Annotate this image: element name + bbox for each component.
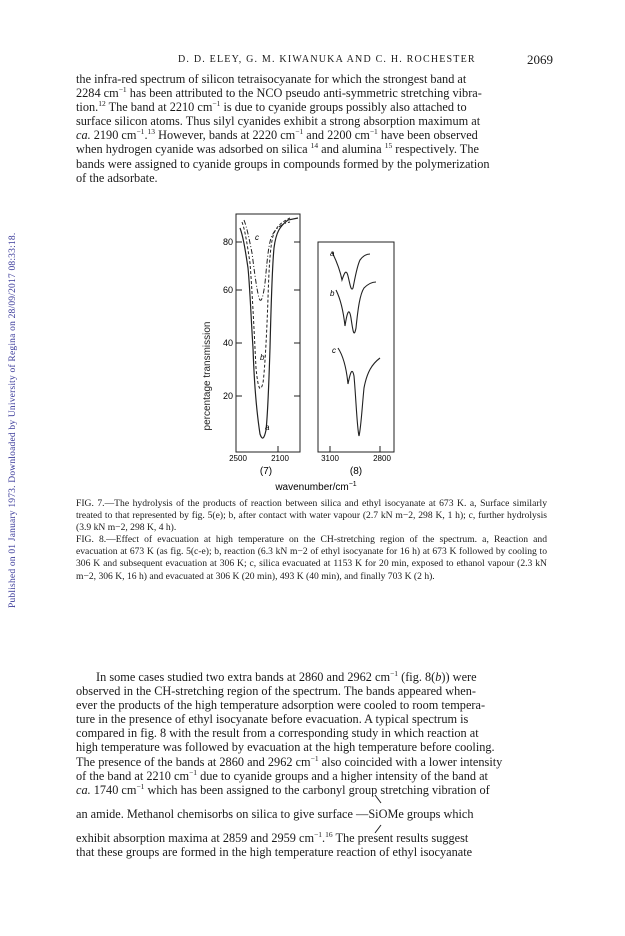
text-line: exhibit absorption maxima at 2859 and 2959 $cm^{-1}.^{16}$ The present results suggest xyxy=(76,829,469,845)
x-tick-label: 2100 xyxy=(271,454,289,463)
text-line: compared in fig. 8 with the result from a corresponding study in which reaction at xyxy=(76,726,479,741)
spectrum-curve-c-8 xyxy=(338,348,380,436)
text-line: an amide. Methanol chemisorbs on silica to give surface —SiOMe groups which xyxy=(76,807,547,821)
text-line: when hydrogen cyanide was adsorbed on silica $^{14}$ and alumina $^{15}$ respectively. The xyxy=(76,141,479,157)
left-panel-ticks xyxy=(236,242,300,452)
header-authors: D. D. ELEY, G. M. KIWANUKA AND C. H. ROCHESTER xyxy=(178,54,476,65)
panel-label-7: (7) xyxy=(259,466,273,477)
text-line: of the band at 2210 $cm^{-1}$ due to cyanide groups and a higher intensity of the band at xyxy=(76,767,488,783)
curve-label: a xyxy=(265,423,270,432)
x-tick-label: 2500 xyxy=(229,454,247,463)
text-line: 2284 $cm^{-1}$ has been attributed to the NCO pseudo anti-symmetric stretching vibra- xyxy=(76,85,482,101)
figure-captions xyxy=(76,498,547,583)
text-line: ca. 1740 $cm^{-1}$ which has been assigned to the carbonyl group stretching vibration of xyxy=(76,781,490,797)
caption-fig7: FIG. 7.—The hydrolysis of the products of reaction between silica and ethyl isocyanate at 673 K. a, Surface similarly treated to that represented by fig. 5(e); b, after contact with water vapour (2.7 kN m−2, 298 K, 1 h); c, further hydrolysis (3.9 kN m−2, 298 K, 4 h). xyxy=(76,498,547,534)
text-line: surface silicon atoms. Thus silyl cyanides exhibit a strong absorption maximum at xyxy=(76,114,481,129)
right-panel-ticks xyxy=(330,446,380,452)
y-tick-label: 20 xyxy=(222,391,233,401)
paragraph-results xyxy=(76,670,547,859)
curve-label: b xyxy=(330,289,335,298)
y-axis-label: percentage transmission xyxy=(202,321,213,431)
spectrum-curve-a-8 xyxy=(332,252,370,289)
text-line: tion.$^{12}$ The band at 2210 $cm^{-1}$ is due to cyanide groups possibly also attached to xyxy=(76,99,467,115)
spectrum-curve-a-7 xyxy=(240,218,298,438)
curve-label: b xyxy=(260,353,265,362)
text-line: observed in the CH-stretching region of the spectrum. The bands appeared when- xyxy=(76,684,476,699)
panel-label-8: (8) xyxy=(349,466,363,477)
text-line: ca. 2190 $cm^{-1}.^{13}$ However, bands at 2220 $cm^{-1}$ and 2200 $cm^{-1}$ have been observed xyxy=(76,127,478,143)
y-tick-label: 40 xyxy=(222,338,233,348)
page-number: 2069 xyxy=(527,52,553,67)
text-line: bands were assigned to cyanide groups in compounds formed by the polymerization xyxy=(76,156,490,171)
running-header xyxy=(0,52,625,68)
spectrum-curve-c-7 xyxy=(244,220,290,300)
text-line: of the adsorbate. xyxy=(76,170,158,185)
spectrum-curve-b-8 xyxy=(336,282,376,333)
caption-fig8: FIG. 8.—Effect of evacuation at high temperature on the CH-stretching region of the spectrum. a, Reaction and evacuation at 673 K (as fig. 5(c-e); b, reaction (6.3 kN m−2 of ethyl isocyanate for 16 h) at 673 K followed by cooling to 306 K and subsequent evacuation at 306 K; c, silica evacuated at 1153 K for 20 min, exposed to ethanol vapour (2.3 kN m−2, 306 K, 16 h) and evacuated at 306 K (20 min), 493 K (40 min), and finally 703 K (2 h). xyxy=(76,534,547,582)
text-line: the infra-red spectrum of silicon tetraisocyanate for which the strongest band at xyxy=(76,72,467,86)
spectra-plot xyxy=(190,208,440,494)
download-notice xyxy=(6,120,22,620)
spectrum-curve-b-7 xyxy=(242,218,290,388)
paragraph-intro xyxy=(76,72,547,185)
text-line: high temperature was followed by evacuation at the high temperature before cooling. xyxy=(76,740,495,755)
curve-label: c xyxy=(255,233,259,242)
sioMe-formula: —SiOMe xyxy=(356,807,404,821)
y-tick-label: 80 xyxy=(222,237,233,247)
curve-label: a xyxy=(330,249,335,258)
bond-lines xyxy=(373,793,383,837)
x-axis-label: wavenumber/$cm^{-1}$ xyxy=(275,481,357,493)
text-line: that these groups are formed in the high temperature reaction of ethyl isocyanate xyxy=(76,845,473,860)
text-line: The presence of the bands at 2860 and 2962 $cm^{-1}$ also coincided with a lower intensity xyxy=(76,753,503,769)
text-line: ever the products of the high temperature adsorption were cooled to room tempera- xyxy=(76,698,486,713)
text-line: In some cases studied two extra bands at 2860 and 2962 $cm^{-1}$ (fig. 8(b)) were xyxy=(96,668,477,684)
curve-label: c xyxy=(332,346,336,355)
x-tick-label: 3100 xyxy=(321,454,339,463)
y-tick-label: 60 xyxy=(222,285,233,295)
ir-spectra-figure xyxy=(190,208,440,494)
text-line: ture in the presence of ethyl isocyanate before evacuation. A typical spectrum is xyxy=(76,712,469,727)
download-notice-text[interactable]: Published on 01 January 1973. Downloaded by University of Regina on 28/09/2017 08:33:18. xyxy=(8,232,18,608)
x-tick-label: 2800 xyxy=(373,454,391,463)
